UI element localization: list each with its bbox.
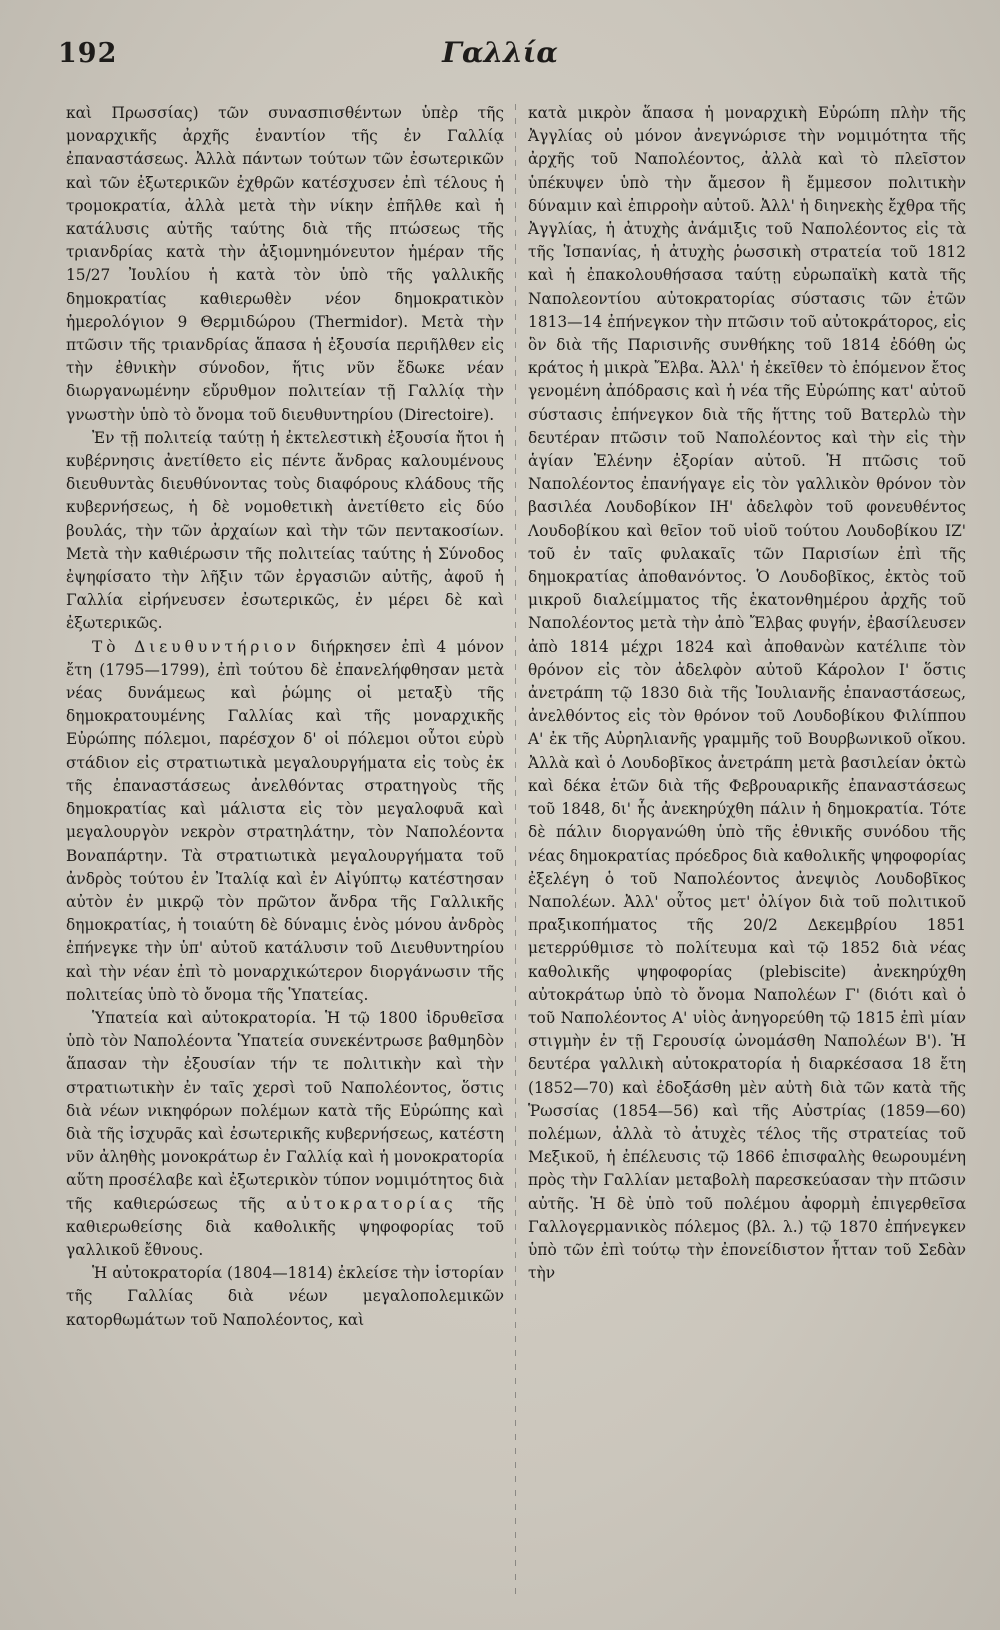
paragraph: Ἐν τῇ πολιτείᾳ ταύτῃ ἡ ἐκτελεστικὴ ἐξουσία ἤτοι ἡ κυβέρνησις ἀνετίθετο εἰς πέντε ἄνδρας καλουμένους διευθυντὰς διευθύνοντας τοὺς διαφόρους κλάδους τῆς κυβερνήσεως, ἡ δὲ νομοθετικὴ ἀνετίθετο εἰς δύο βουλάς, τὴν τῶν ἀρχαίων καὶ τὴν τῶν πεντακοσίων. Μετὰ τὴν καθιέρωσιν τῆς πολιτείας ταύτης ἡ Σύνοδος ἐψηφίσατο τὴν λῆξιν τῶν ἐργασιῶν αὐτῆς, ἀφοῦ ἡ Γαλλία εἰρήνευσεν ἐσωτερικῶς, ἐν μέρει δὲ καὶ ἐξωτερικῶς.	[66, 428, 504, 633]
paragraph-text: τῆς καθιερωθείσης διὰ καθολικῆς ψηφοφορίας τοῦ γαλλικοῦ ἔθνους.	[66, 1194, 504, 1259]
paragraph-directoire	[66, 636, 504, 1007]
paragraph: κατὰ μικρὸν ἅπασα ἡ μοναρχικὴ Εὐρώπη πλὴν τῆς Ἀγγλίας οὐ μόνον ἀνεγνώρισε τὴν νομιμότητα τῆς ἀρχῆς τοῦ Ναπολέοντος, ἀλλὰ καὶ τὸ πλεῖστον ὑπέκυψεν ὑπὸ τὴν ἄμεσον ἢ ἔμμεσον πολιτικὴν δύναμιν καὶ ἐπιρροὴν αὐτοῦ. Ἀλλ' ἡ διηνεκὴς ἔχθρα τῆς Ἀγγλίας, ἡ ἀτυχὴς ἀνάμιξις τοῦ Ναπολέοντος εἰς τὰ τῆς Ἱσπανίας, ἡ ἀτυχὴς ῥωσσικὴ στρατεία τοῦ 1812 καὶ ἡ ἐπακολουθήσασα ταύτῃ εὐρωπαϊκὴ κατὰ τῆς Ναπολεοντίου αὐτοκρατορίας σύστασις τῶν ἐτῶν 1813—14 ἐπήνεγκον τὴν πτῶσιν τοῦ αὐτοκράτορος, εἰς ὃν διὰ τῆς Παρισινῆς συνθήκης τοῦ 1814 ἐδόθη ὡς κράτος ἡ μικρὰ Ἔλβα. Ἀλλ' ἡ ἐκεῖθεν τὸ ἑπόμενον ἔτος γενομένη ἀπόδρασις καὶ ἡ νέα τῆς Εὐρώπης κατ' αὐτοῦ σύστασις ἐπήνεγκον διὰ τῆς ἥττης τοῦ Βατερλὼ τὴν δευτέραν πτῶσιν τοῦ Ναπολέοντος καὶ τὴν εἰς τὴν ἁγίαν Ἑλένην ἐξορίαν αὐτοῦ. Ἡ πτῶσις τοῦ Ναπολέοντος ἐπανήγαγε εἰς τὸν γαλλικὸν θρόνον τὸν βασιλέα Λουδοβίκον ΙΗ' ἀδελφὸν τοῦ φονευθέντος Λουδοβίκου καὶ θεῖον τοῦ υἱοῦ τούτου Λουδοβίκου ΙΖ' τοῦ ἐν ταῖς φυλακαῖς τῶν Παρισίων ἐπὶ τῆς δημοκρατίας ἀποθανόντος. Ὁ Λουδοβῖκος, ἐκτὸς τοῦ μικροῦ διαλείμματος τῆς ἑκατονθημέρου ἀρχῆς τοῦ Ναπολέοντος μετὰ τὴν ἀπὸ Ἔλβας φυγήν, ἐβασίλευσεν ἀπὸ 1814 μέχρι 1824 καὶ ἀποθανὼν κατέλιπε τὸν θρόνον εἰς τὸν ἀδελφὸν αὐτοῦ Κάρολον Ι' ὅστις ἀνετράπη τῷ 1830 διὰ τῆς Ἰουλιανῆς ἐπαναστάσεως, ἀνελθόντος εἰς τὸν θρόνον τοῦ Λουδοβίκου Φιλίππου Α' ἐκ τῆς Αὐρηλιανῆς γραμμῆς τοῦ Βουρβωνικοῦ οἴκου. Ἀλλὰ καὶ ὁ Λουδοβῖκος ἀνετράπη μετὰ βασιλείαν ὀκτὼ καὶ δέκα ἐτῶν διὰ τῆς Φεβρουαρικῆς ἐπαναστάσεως τοῦ 1848, δι' ἧς ἀνεκηρύχθη πάλιν ἡ δημοκρατία. Τότε δὲ πάλιν διοργανώθη ὑπὸ τῆς ἐθνικῆς συνόδου τῆς νέας δημοκρατίας πρόεδρος διὰ καθολικῆς ψηφοφορίας ἐξελέγη ὁ τοῦ Ναπολέοντος ἀνεψιὸς Λουδοβῖκος Ναπολέων. Ἀλλ' οὗτος μετ' ὀλίγον διὰ τοῦ πολιτικοῦ πραξικοπήματος τῆς 20/2 Δεκεμβρίου 1851 μετερρύθμισε τὸ πολίτευμα καὶ τῷ 1852 διὰ νέας καθολικῆς ψηφοφορίας (plebiscite) ἀνεκηρύχθη αὐτοκράτωρ ὑπὸ τὸ ὄνομα Ναπολέων Γ' (διότι καὶ ὁ τοῦ Ναπολέοντος Α' υἱὸς ἀνηγορεύθη τῷ 1815 ἐπὶ μίαν στιγμὴν ἐν τῇ Γερουσίᾳ ὠνομάσθη Ναπολέων Β'). Ἡ δευτέρα γαλλικὴ αὐτοκρατορία ἡ διαρκέσασα 18 ἔτη (1852—70) καὶ ἐδοξάσθη μὲν αὐτὴ διὰ τῶν κατὰ τῆς Ῥωσσίας (1854—56) καὶ τῆς Αὐστρίας (1859—60) πολέμων, ἀλλὰ τὸ ἀτυχὲς τέλος τῆς στρατείας τοῦ Μεξικοῦ, ἡ ἐπέλευσις τῷ 1866 ἐπισφαλὴς θεωρουμένη πρὸς τὴν Γαλλίαν μεταβολὴ παρεσκεύασαν τὴν πτῶσιν αὐτῆς. Ἡ δὲ ὑπὸ τοῦ πολέμου ἀφορμὴ ἐπιγερθεῖσα Γαλλογερμανικὸς πόλεμος (βλ. λ.) τῷ 1870 ἐπήνεγκεν ὑπὸ τῶν ἐπὶ τούτῳ τὴν ἐπονείδιστον ἧτταν τοῦ Σεδὰν τὴν	[528, 104, 966, 1283]
spaced-term: αὐτοκρατορίας	[286, 1194, 457, 1213]
paragraph: καὶ Πρωσσίας) τῶν συνασπισθέντων ὑπὲρ τῆς μοναρχικῆς ἀρχῆς ἐναντίον τῆς ἐν Γαλλίᾳ ἐπαναστάσεως. Ἀλλὰ πάντων τούτων τῶν ἐσωτερικῶν καὶ τῶν ἐξωτερικῶν ἐχθρῶν κατέσχυσεν ἐπὶ τέλους ἡ τρομοκρατία, ἀλλὰ μετὰ τὴν νίκην ἐπῆλθε καὶ ἡ κατάλυσις αὐτῆς ταύτης διὰ τῆς πτώσεως τῆς τριανδρίας κατὰ τὴν ἀξιομνημόνευτον ἡμέραν τῆς 15/27 Ἰουλίου ἡ κατὰ τὸν ὑπὸ τῆς γαλλικῆς δημοκρατίας καθιερωθὲν νέον δημοκρατικὸν ἡμερολόγιον 9 Θερμιδώρου (Thermidor). Μετὰ τὴν πτῶσιν τῆς τριανδρίας ἅπασα ἡ ἐξουσία περιῆλθεν εἰς τὴν ἐθνικὴν σύνοδον, ἥτις νῦν ἔδωκε νέαν διωργανωμένην εὔρυθμον πολιτείαν τῇ Γαλλίᾳ τὴν γνωστὴν ὑπὸ τὸ ὄνομα τοῦ διευθυντηρίου (Directoire).	[66, 104, 504, 424]
paragraph: Ἡ αὐτοκρατορία (1804—1814) ἐκλείσε τὴν ἱστορίαν τῆς Γαλλίας διὰ νέων μεγαλοπολεμικῶν κατορθωμάτων τοῦ Ναπολέοντος, καὶ	[66, 1264, 504, 1329]
paragraph-hypateia	[66, 1007, 504, 1262]
paragraph-text: διήρκησεν ἐπὶ 4 μόνον ἔτη (1795—1799), ἐπὶ τούτου δὲ ἐπανελήφθησαν μετὰ νέας δυνάμεως καὶ ῥώμης οἱ μεταξὺ τῆς δημοκρατουμένης Γαλλίας καὶ τῆς μοναρχικῆς Εὐρώπης πόλεμοι, παρέσχον δ' οἱ πόλεμοι οὗτοι εὐρὺ στάδιον εἰς στρατιωτικὰ μεγαλουργήματα εἰς τοὺς ἐκ τῆς ἐπαναστάσεως ἀνελθόντας στρατηγοὺς τῆς δημοκρατίας καὶ μάλιστα εἰς τὸν μεγαλοφυᾶ καὶ μεγαλουργὸν νεκρὸν στρατηλάτην, τὸν Ναπολέοντα Βοναπάρτην. Τὰ στρατιωτικὰ μεγαλουργήματα τοῦ ἀνδρὸς τούτου ἐν Ἰταλίᾳ καὶ ἐν Αἰγύπτῳ κατέστησαν αὐτὸν ἐν μικρῷ τὸν πρῶτον ἄνδρα τῆς Γαλλικῆς δημοκρατίας, ἡ τοιαύτη δὲ δύναμις ἑνὸς μόνου ἀνδρὸς ἐπήνεγκε τὴν ὑπ' αὐτοῦ κατάλυσιν τοῦ Διευθυντηρίου καὶ τὴν νέαν ἐπὶ τὸ μοναρχικώτερον διοργάνωσιν τῆς πολιτείας ὑπὸ τὸ ὄνομα τῆς Ὑπατείας.	[66, 637, 505, 1004]
page-number: 192	[58, 38, 118, 69]
spaced-heading: Τὸ Διευθυντήριον	[92, 637, 301, 656]
right-column	[528, 102, 966, 1285]
paragraph-text: Ὑπατεία καὶ αὐτοκρατορία. Ἡ τῷ 1800 ἱδρυθεῖσα ὑπὸ τὸν Ναπολέοντα Ὑπατεία συνεκέντρωσε βαθμηδὸν ἅπασαν τὴν ἐξουσίαν τήν τε πολιτικὴν καὶ τὴν στρατιωτικὴν ἐν ταῖς χερσὶ τοῦ Ναπολέοντος, ὅστις διὰ νέων νικηφόρων πολέμων κατὰ τῆς Εὐρώπης καὶ διὰ τῆς ἰσχυρᾶς καὶ ἐσωτερικῆς κυβερνήσεως, κατέστη νῦν ἀληθὴς μονοκράτωρ ἐν Γαλλίᾳ καὶ ἡ μονοκρατορία αὕτη προσέλαβε καὶ ἐξωτερικὸν τύπον νομιμότητος διὰ τῆς καθιερώσεως τῆς	[66, 1008, 504, 1213]
column-divider	[515, 104, 516, 1596]
running-title: Γαλλία	[442, 36, 558, 69]
left-column	[66, 102, 504, 1332]
